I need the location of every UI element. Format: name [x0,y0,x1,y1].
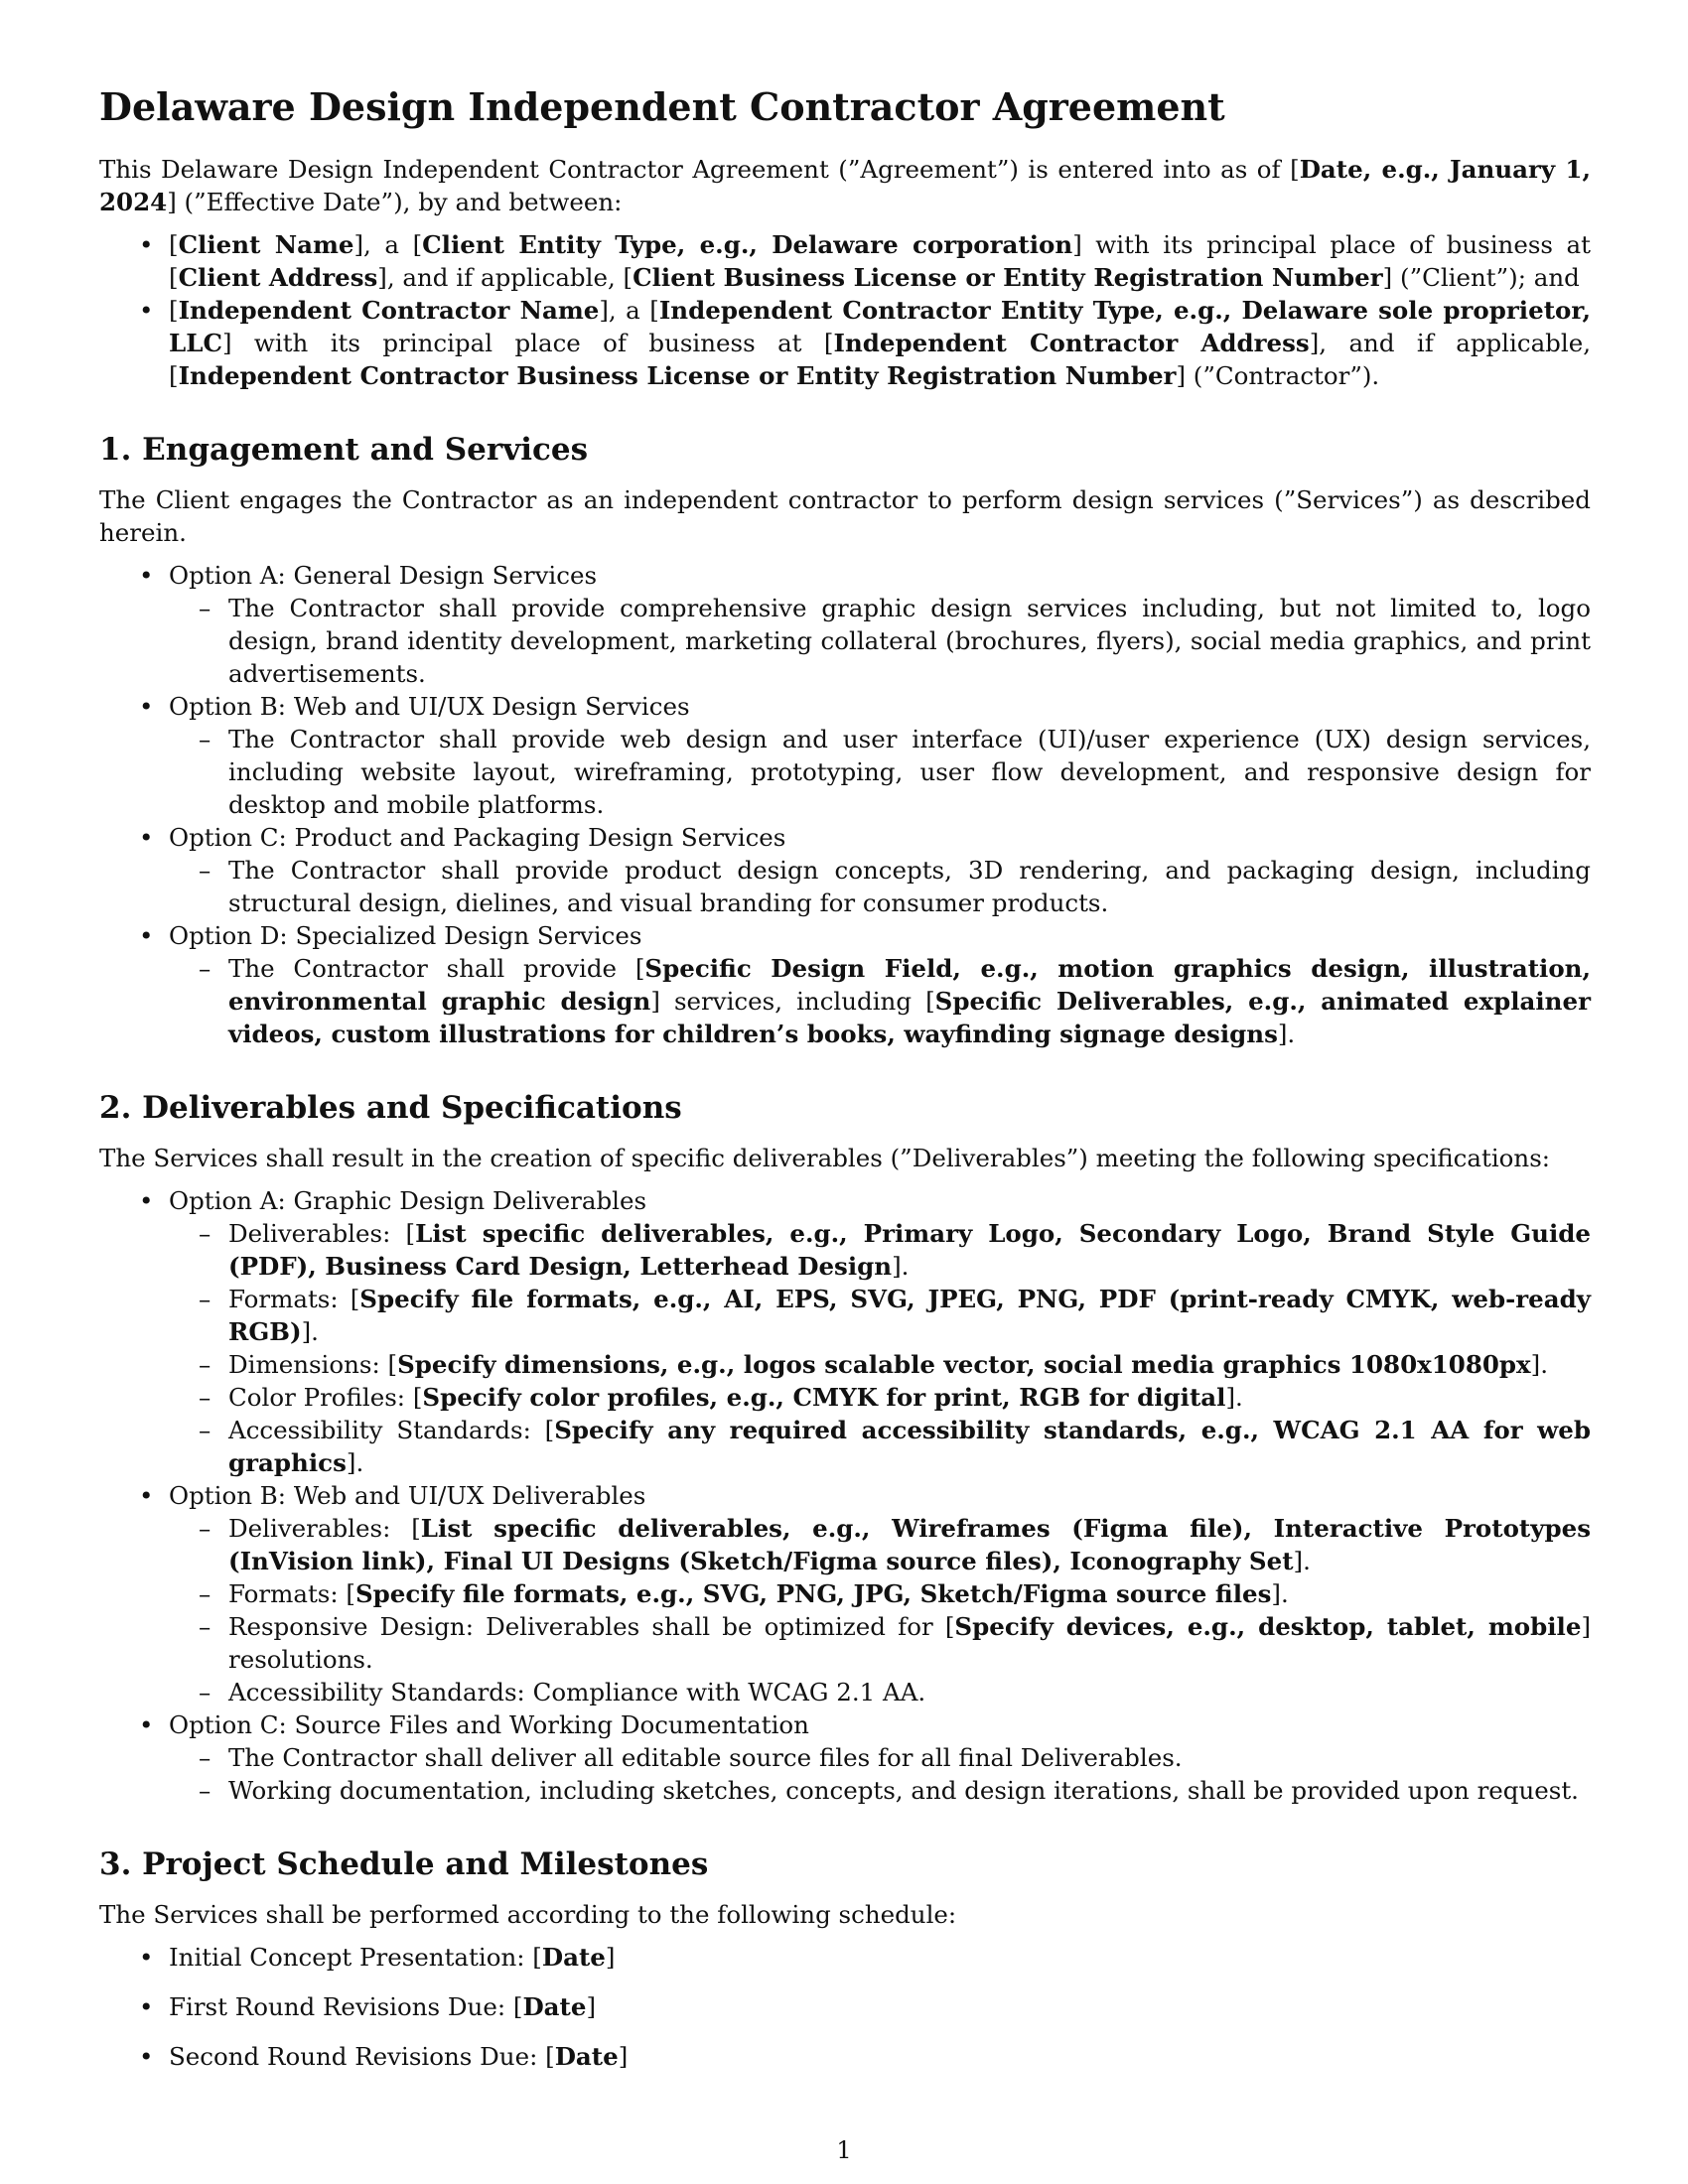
sub-list [169,854,1591,919]
section-2-intro: The Services shall result in the creation of specific deliverables (”Deliverables”) meeting the following specifications: [99,1144,1551,1172]
option-label: Option B: Web and UI/UX Design Services [169,692,690,721]
client-address-placeholder: Client Address [178,263,378,292]
text: ], and if applicable, [ [169,329,1591,390]
document-page [99,83,1591,2090]
service-option-b [169,690,1591,821]
sub-list [169,952,1591,1050]
service-option-a [169,559,1591,690]
service-option-c [169,821,1591,919]
text: ] with its principal place of business at [ [169,230,1591,292]
text: Responsive Design: Deliverables shall be optimized for [ [228,1612,955,1641]
text: ] services, including [ [650,987,935,1016]
text: Formats: [ [228,1579,355,1608]
text: ] (”Client”); and [1382,263,1580,292]
placeholder: Specify file formats, e.g., SVG, PNG, JPG, Sketch/Figma source files [354,1579,1272,1608]
option-label: Option A: General Design Services [169,561,598,590]
text: ], and if applicable, [ [377,263,633,292]
contractor-entity-placeholder: Independent Contractor Entity Type, e.g., Delaware sole proprietor, LLC [169,296,1592,357]
text: [ [169,230,179,259]
text: ]. [892,1252,910,1281]
sub-item: – Accessibility Standards: Compliance with WCAG 2.1 AA. [228,1676,1591,1708]
text: Dimensions: [ [228,1350,398,1379]
placeholder: List specific deliverables, e.g., Primary Logo, Secondary Logo, Brand Style Guide (PDF), Business Card Design, Letterhead Design [228,1219,1591,1281]
sub-item: – The Contractor shall deliver all editable source files for all final Deliverables. [228,1741,1591,1774]
text: ]. [1271,1579,1289,1608]
text: Deliverables: [ [228,1219,416,1248]
milestone-item [169,1990,1591,2023]
text: ] [586,1992,597,2021]
milestones-list [99,1941,1591,2073]
intro-paragraph [99,153,1591,218]
sub-list [169,1512,1591,1708]
client-license-placeholder: Client Business License or Entity Registration Number [633,263,1383,292]
sub-item [228,1610,1591,1676]
intro-text-1: This Delaware Design Independent Contractor Agreement (”Agreement”) is entered into as of [ [99,155,1300,184]
sub-item [228,1414,1591,1479]
option-label: Option C: Product and Packaging Design Services [169,823,786,852]
text: Formats: [ [228,1285,360,1313]
sub-item: – Working documentation, including sketches, concepts, and design iterations, shall be provided upon request. [228,1774,1591,1807]
deliverable-option-b [169,1479,1591,1708]
design-field-placeholder: Specific Design Field, e.g., motion graphics design, illustration, environmental graphic design [228,954,1591,1016]
section-heading-1: 1. Engagement and Services [99,432,589,468]
placeholder: Specify any required accessibility standards, e.g., WCAG 2.1 AA for web graphics [228,1416,1591,1477]
text: First Round Revisions Due: [ [169,1992,523,2021]
text: ]. [346,1448,364,1477]
text: ] (”Contractor”). [1176,361,1380,390]
placeholder: List specific deliverables, e.g., Wireframes (Figma file), Interactive Prototypes (InVision link), Final UI Designs (Sketch/Figma source files), Iconography Set [228,1514,1591,1575]
text: ]. [301,1317,319,1346]
text: ]. [1277,1020,1296,1048]
text: Color Profiles: [ [228,1383,423,1412]
text: ], a [ [353,230,423,259]
party-contractor [169,294,1591,392]
sub-item: – The Contractor shall provide product design concepts, 3D rendering, and packaging design, including structural design, dielines, and visual branding for consumer products. [228,854,1591,919]
page-number: 1 [836,2136,852,2164]
placeholder: Specify dimensions, e.g., logos scalable vector, social media graphics 1080x1080px [397,1350,1531,1379]
section-heading-3: 3. Project Schedule and Milestones [99,1846,709,1882]
contractor-name-placeholder: Independent Contractor Name [178,296,600,325]
sub-list [169,723,1591,821]
service-option-d [169,919,1591,1050]
effective-date-placeholder: Date, e.g., January 1, 2024 [99,155,1591,216]
section-heading-2: 2. Deliverables and Specifications [99,1090,682,1126]
sub-item [228,1283,1591,1348]
sub-item [228,1381,1591,1414]
option-label: Option B: Web and UI/UX Deliverables [169,1481,646,1510]
option-label: Option A: Graphic Design Deliverables [169,1186,647,1215]
text: Deliverables: [ [228,1514,421,1543]
milestone-item [169,2040,1591,2073]
text: ] resolutions. [228,1612,1591,1674]
date-placeholder: Date [541,1943,606,1972]
contractor-address-placeholder: Independent Contractor Address [833,329,1310,357]
sub-item [228,1577,1591,1610]
sub-item [228,1348,1591,1381]
deliverable-option-c [169,1708,1591,1807]
text: ], a [ [599,296,659,325]
deliverables-options-list [99,1184,1591,1807]
intro-text-2: ] (”Effective Date”), by and between: [167,188,623,216]
date-placeholder: Date [554,2042,619,2071]
option-label: Option D: Specialized Design Services [169,921,642,950]
sub-list [169,1741,1591,1807]
text: Second Round Revisions Due: [ [169,2042,555,2071]
sub-item: – The Contractor shall provide comprehensive graphic design services including, but not limited to, logo design, brand identity development, marketing collateral (brochures, flyers), social media graphics, and print advertisements. [228,592,1591,690]
sub-item [228,1217,1591,1283]
text: ] [618,2042,629,2071]
sub-item [228,952,1591,1050]
text: ]. [1225,1383,1243,1412]
date-placeholder: Date [522,1992,587,2021]
placeholder: Specify color profiles, e.g., CMYK for print, RGB for digital [422,1383,1226,1412]
milestone-item [169,1941,1591,1974]
option-label: Option C: Source Files and Working Documentation [169,1710,809,1739]
placeholder: Specify file formats, e.g., AI, EPS, SVG, JPEG, PNG, PDF (print-ready CMYK, web-ready RGB) [228,1285,1591,1346]
document-title: Delaware Design Independent Contractor Agreement [99,84,1225,129]
section-1-intro: The Client engages the Contractor as an independent contractor to perform design services (”Services”) as described herein. [99,485,1591,547]
text: The Contractor shall provide [ [228,954,645,983]
text: [ [169,296,179,325]
text: ]. [1530,1350,1549,1379]
section-3-intro: The Services shall be performed according to the following schedule: [99,1900,957,1929]
services-options-list [99,559,1591,1050]
deliverable-option-a [169,1184,1591,1479]
party-client [169,228,1591,294]
sub-list [169,592,1591,690]
contractor-license-placeholder: Independent Contractor Business License or Entity Registration Number [178,361,1177,390]
deliverables-placeholder: Specific Deliverables, e.g., animated explainer videos, custom illustrations for children’s books, wayfinding signage designs [228,987,1591,1048]
sub-item: – The Contractor shall provide web design and user interface (UI)/user experience (UX) design services, including website layout, wireframing, prototyping, user flow development, and responsive design for desktop and mobile platforms. [228,723,1591,821]
client-entity-placeholder: Client Entity Type, e.g., Delaware corporation [422,230,1073,259]
client-name-placeholder: Client Name [178,230,354,259]
parties-list [99,228,1591,392]
text: Initial Concept Presentation: [ [169,1943,542,1972]
text: ] with its principal place of business at [ [221,329,834,357]
placeholder: Specify devices, e.g., desktop, tablet, mobile [954,1612,1582,1641]
sub-item [228,1512,1591,1577]
text: ] [605,1943,616,1972]
text: Accessibility Standards: [ [228,1416,555,1444]
text: ]. [1293,1547,1311,1575]
sub-list [169,1217,1591,1479]
